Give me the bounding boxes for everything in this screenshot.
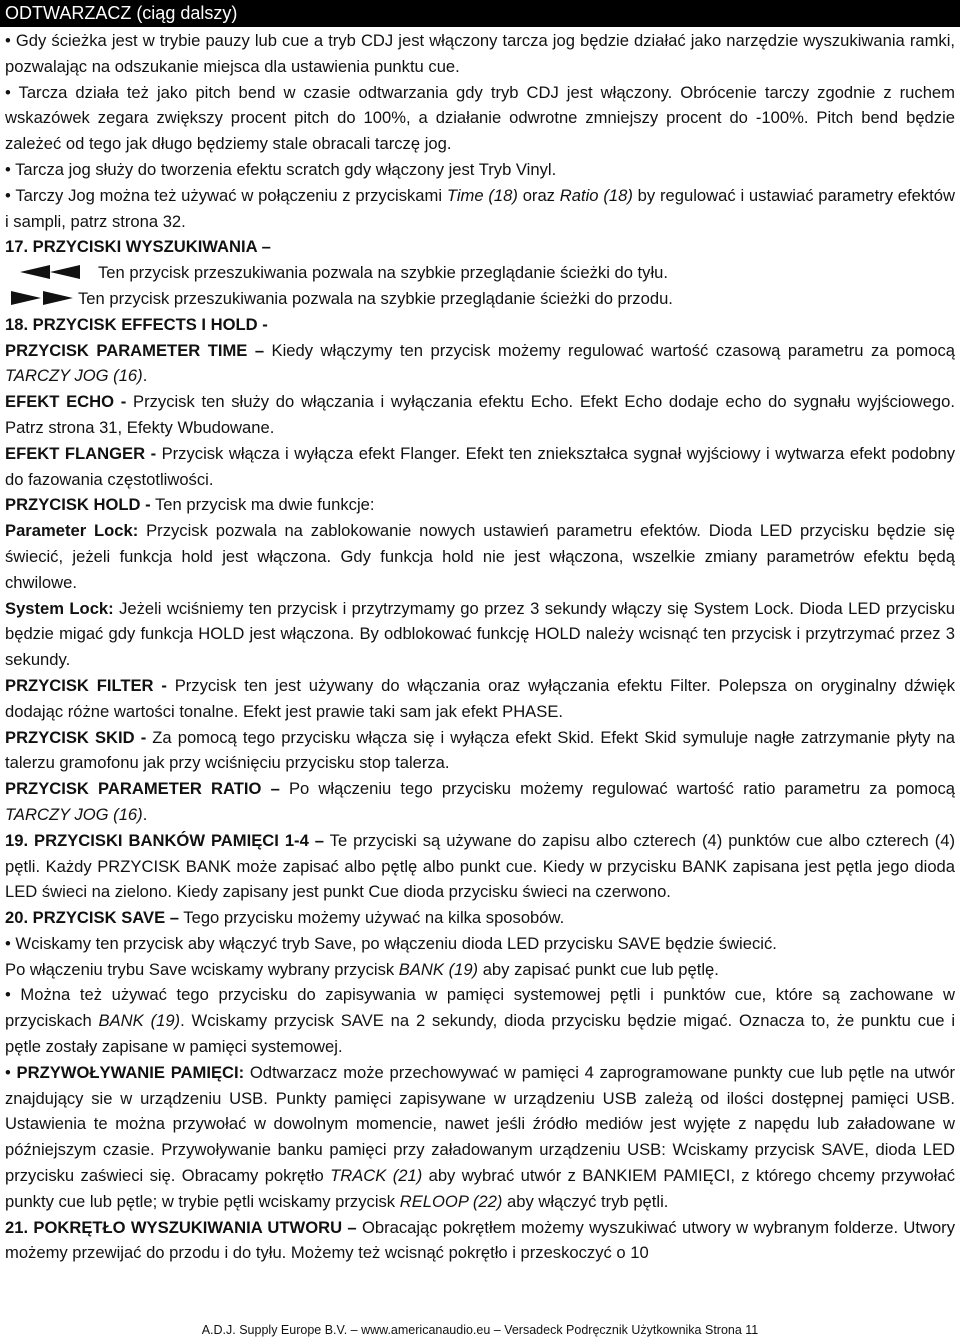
label: PRZYCISK HOLD - (5, 495, 151, 515)
text: Po włączeniu tego przycisku możemy regulować wartość ratio parametru za pomocą (279, 779, 956, 799)
ratio-ref: Ratio (18) (559, 185, 633, 205)
para-filter (5, 673, 955, 725)
text: Tego przycisku możemy używać na kilka sposobów. (178, 908, 565, 928)
ref: TARCZY JOG (16) (5, 804, 143, 824)
text: . (142, 366, 148, 386)
search-forward-text: Ten przycisk przeszukiwania pozwala na szybkie przeglądanie ścieżki do przodu. (78, 288, 673, 308)
label: PRZYCISK SKID - (5, 727, 147, 747)
text: • (5, 1062, 17, 1082)
para-save-bank (5, 957, 955, 983)
text: • Można też używać tego przycisku do zapisywania w pamięci systemowej pętli i punktów cue, które są zachowane w przyciskach (5, 985, 955, 1031)
label: EFEKT ECHO - (5, 392, 127, 412)
text: Przycisk ten służy do włączania i wyłączania efektu Echo. Efekt Echo dodaje echo do sygnału wyjściowego. Patrz strona 31, Efekty Wbudowane. (5, 392, 955, 437)
para-21-track-knob (5, 1215, 955, 1267)
label: 21. POKRĘTŁO WYSZUKIWANIA UTWORU – (5, 1217, 357, 1237)
bullet-frame-search: • Gdy ścieżka jest w trybie pauzy lub cue a tryb CDJ jest włączony tarcza jog będzie działać jako narzędzie wyszukiwania ramki, pozwalając na odszukanie miejsca dla ustawienia punktu cue. (5, 31, 955, 76)
heading-17: 17. PRZYCISKI WYSZUKIWANIA – (5, 237, 271, 257)
para-system-lock (5, 596, 955, 673)
label: PRZYCISK PARAMETER TIME – (5, 340, 265, 360)
bullet-system-memory (5, 982, 955, 1059)
ref: TRACK (21) (330, 1166, 423, 1186)
label: PRZYCISK PARAMETER RATIO – (5, 779, 280, 799)
label: Parameter Lock: (5, 521, 139, 541)
text: Przycisk włącza i wyłącza efekt Flanger. Efekt ten zniekształca sygnał wyjściowy i wytwarza efekt podobny do fazowania częstotliwości. (5, 443, 955, 489)
search-back-line (5, 260, 955, 286)
search-back-text: Ten przycisk przeszukiwania pozwala na szybkie przeglądanie ścieżki do tyłu. (98, 263, 668, 283)
text: Odtwarzacz może przechowywać w pamięci 4 zaprogramowane punkty cue lub pętle na utwór znajdujący sie w urządzeniu USB. Punkty pamięci zapisywane w urządzeniu USB zależą od ilości dostępnej pamięci USB. Ustawienia te można przywołać w dowolnym momencie, nawet jeśli źródło mediów jest wyjęte z napędu lub załadowane w późniejszym czasie. Przywoływanie banku pamięci przy załadowanym urządzeniu USB: Wciskamy przycisk SAVE, dioda LED przycisku zaświeci się. Obracamy pokrętło (5, 1062, 955, 1186)
time-ref: Time (18) (446, 185, 518, 205)
bullet-scratch: • Tarcza jog służy do tworzenia efektu scratch gdy włączony jest Tryb Vinyl. (5, 159, 557, 179)
text: Przycisk pozwala na zablokowanie nowych ustawień parametru efektów. Dioda LED przycisku będzie się świecić, jeżeli funkcja hold jest włączona. Gdy funkcja hold nie jest włączona, wszelkie zmiany parametrów efektu będą chwilowe. (5, 521, 955, 592)
ref: BANK (19) (398, 959, 479, 979)
ref: TARCZY JOG (16) (5, 366, 143, 386)
text: Po włączeniu trybu Save wciskamy wybrany przycisk (5, 959, 399, 979)
page-footer: A.D.J. Supply Europe B.V. – www.americanaudio.eu – Versadeck Podręcznik Użytkownika Strona 11 (201, 1323, 759, 1337)
text: . Wciskamy przycisk SAVE na 2 sekundy, dioda przycisku będzie migać. Oznacza to, że punktu cue i pętle zostały zapisane w pamięci systemowej. (5, 1011, 955, 1057)
para-parameter-lock (5, 518, 955, 595)
text: by regulować i ustawiać parametry efektów i sampli, patrz strona 32. (5, 185, 955, 231)
para-20-save (5, 905, 955, 931)
heading-18: 18. PRZYCISK EFFECTS I HOLD - (5, 314, 268, 334)
bullet-time-ratio (5, 183, 955, 235)
label: 19. PRZYCISKI BANKÓW PAMIĘCI 1-4 – (5, 830, 324, 850)
search-forward-line (5, 286, 955, 312)
text: Te przyciski są używane do zapisu albo czterech (4) punktów cue albo czterech (4) pętli. Każdy PRZYCISK BANK może zapisać albo pętlę albo punkt cue. Kiedy w przycisku BANK zapisana jest pętla jego dioda LED świeci na zielono. Kiedy zapisany jest punkt Cue dioda przycisku świeci na czerwono. (5, 830, 955, 902)
text: Przycisk ten jest używany do włączania oraz wyłączania efektu Filter. Polepsza on oryginalny dźwięk dodając różne wartości tonalne. Efekt jest prawie taki sam jak efekt PHASE. (5, 675, 955, 721)
fast-forward-icon (11, 290, 75, 306)
label: 20. PRZYCISK SAVE – (5, 908, 179, 928)
para-19-banks (5, 828, 955, 905)
para-flanger (5, 441, 955, 493)
body-text (5, 28, 955, 1266)
label: PRZYCISK FILTER - (5, 675, 167, 695)
rewind-icon (20, 264, 84, 280)
para-skid (5, 725, 955, 777)
bullet-pitch-bend: • Tarcza działa też jako pitch bend w czasie odtwarzania gdy tryb CDJ jest włączony. Obrócenie tarczy zgodnie z ruchem wskazówek zegara zwiększy procent pitch do 100%, a działanie odwrotne zmniejszy procent do -100%. Pitch bend będzie zależeć od tego jak długo będziemy stale obracali tarczę jog. (5, 82, 955, 154)
text: aby wybrać utwór z BANKIEM PAMIĘCI, z którego chcemy przywołać punkty cue lub pętle; w trybie pętli wciskamy przycisk (5, 1166, 955, 1211)
text: Jeżeli wciśniemy ten przycisk i przytrzymamy go przez 3 sekundy włączy się System Lock. Dioda LED przycisku będzie migać gdy funkcja HOLD jest włączona. By odblokować funkcję HOLD należy wcisnąć ten przycisk i przytrzymać przez 3 sekundy. (5, 598, 955, 670)
text: aby zapisać punkt cue lub pętlę. (478, 959, 719, 979)
label: PRZYWOŁYWANIE PAMIĘCI: (16, 1062, 245, 1082)
text: Obracając pokrętłem możemy wyszukiwać utwory w wybranym folderze. Utwory możemy przewijać do przodu i do tyłu. Możemy też wcisnąć pokrętło i przeskoczyć o 10 (5, 1217, 955, 1263)
ref: BANK (19) (98, 1011, 181, 1031)
ref: RELOOP (22) (399, 1191, 503, 1211)
bullet-memory-recall (5, 1060, 955, 1215)
bullet-save-mode: • Wciskamy ten przycisk aby włączyć tryb Save, po włączeniu dioda LED przycisku SAVE będzie świecić. (5, 933, 777, 953)
label: EFEKT FLANGER - (5, 443, 157, 463)
section-header: ODTWARZACZ (ciąg dalszy) (0, 0, 960, 27)
para-hold (5, 492, 955, 518)
para-parameter-time (5, 338, 955, 390)
text: Za pomocą tego przycisku włącza się i wyłącza efekt Skid. Efekt Skid symuluje nagłe zatrzymanie płyty na talerzu gramofonu jak przy wciśnięciu przycisku stop talerza. (5, 727, 955, 773)
para-echo (5, 389, 955, 441)
text: Kiedy włączymy ten przycisk możemy regulować wartość czasową parametru za pomocą (264, 340, 956, 360)
text: oraz (517, 185, 560, 205)
text: • Tarczy Jog można też używać w połączeniu z przyciskami (5, 185, 447, 205)
text: aby włączyć tryb pętli. (502, 1191, 669, 1211)
label: System Lock: (5, 598, 114, 618)
text: Ten przycisk ma dwie funkcje: (150, 495, 375, 515)
text: . (142, 804, 148, 824)
para-parameter-ratio (5, 776, 955, 828)
